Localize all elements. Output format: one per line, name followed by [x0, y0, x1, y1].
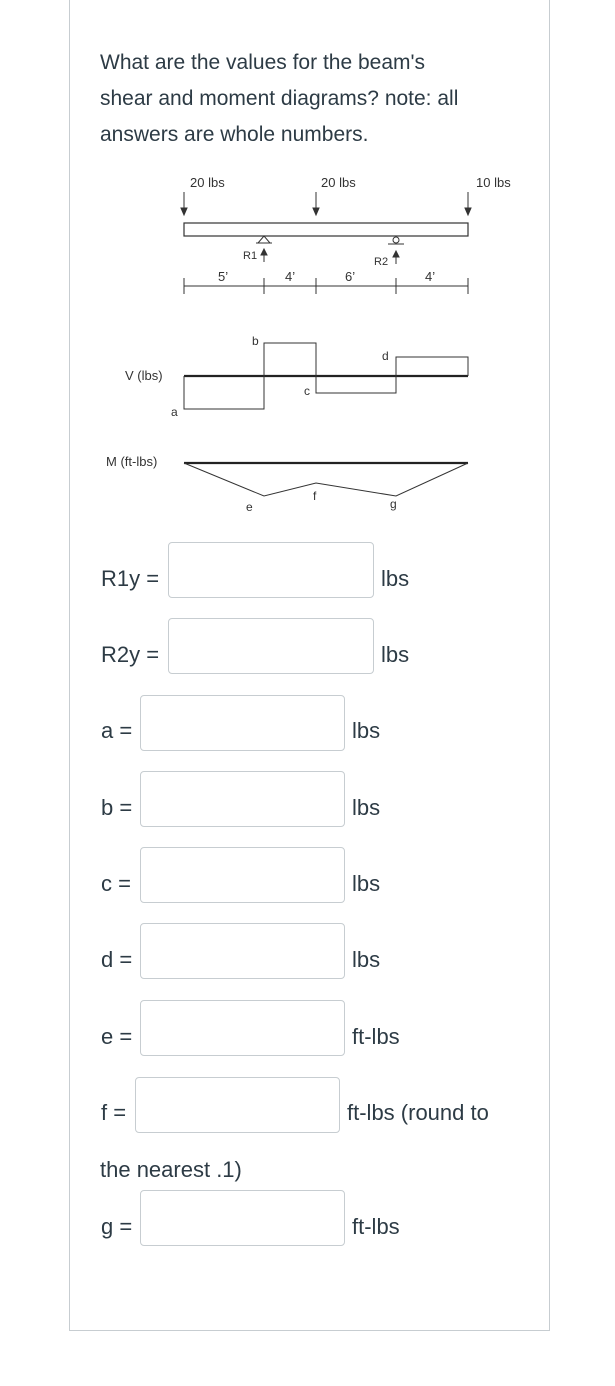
load-label-left: 20 lbs: [190, 175, 225, 190]
e-input[interactable]: [140, 1000, 345, 1056]
r2y-label: R2y =: [101, 642, 160, 667]
b-input[interactable]: [140, 771, 345, 827]
e-unit: ft-lbs: [352, 1024, 400, 1049]
reaction-label-r2: R2: [374, 256, 389, 268]
span-label-1: 5’: [218, 269, 229, 284]
a-unit: lbs: [352, 718, 381, 743]
g-input[interactable]: [140, 1190, 345, 1246]
span-label-3: 6’: [345, 269, 356, 284]
b-label: b =: [101, 795, 133, 820]
load-label-mid: 20 lbs: [321, 175, 356, 190]
span-label-2: 4’: [285, 269, 296, 284]
roller-support: [393, 237, 399, 243]
shear-point-b: b: [252, 334, 259, 348]
beam-diagram: [0, 0, 615, 530]
beam: [184, 223, 468, 236]
moment-point-e: e: [246, 500, 253, 514]
moment-point-g: g: [390, 497, 397, 511]
span-label-4: 4’: [425, 269, 436, 284]
reaction-label-r1: R1: [243, 250, 258, 262]
load-arrows: [181, 192, 471, 215]
a-input[interactable]: [140, 695, 345, 751]
c-unit: lbs: [352, 871, 381, 896]
question-line-2: shear and moment diagrams? note: all: [100, 87, 459, 110]
shear-point-c: c: [304, 384, 310, 398]
load-label-right: 10 lbs: [476, 175, 511, 190]
pin-support: [258, 236, 270, 243]
moment-diagram: [184, 463, 468, 496]
shear-point-a: a: [171, 405, 178, 419]
question-line-3: answers are whole numbers.: [100, 123, 369, 146]
c-label: c =: [101, 871, 131, 896]
f-label: f =: [101, 1100, 127, 1125]
c-input[interactable]: [140, 847, 345, 903]
r2y-input[interactable]: [168, 618, 374, 674]
f-unit-continuation: the nearest .1): [100, 1157, 242, 1182]
r2y-unit: lbs: [381, 642, 410, 667]
d-unit: lbs: [352, 947, 381, 972]
moment-point-f: f: [313, 489, 317, 503]
shear-point-d: d: [382, 349, 389, 363]
b-unit: lbs: [352, 795, 381, 820]
question-line-1: What are the values for the beam's: [100, 51, 426, 74]
d-input[interactable]: [140, 923, 345, 979]
moment-axis-label: M (ft-lbs): [106, 454, 158, 469]
d-label: d =: [101, 947, 133, 972]
a-label: a =: [101, 718, 133, 743]
e-label: e =: [101, 1024, 133, 1049]
f-input[interactable]: [135, 1077, 340, 1133]
g-unit: ft-lbs: [352, 1214, 400, 1239]
r1y-label: R1y =: [101, 566, 160, 591]
r1y-input[interactable]: [168, 542, 374, 598]
shear-axis-label: V (lbs): [125, 368, 163, 383]
f-unit: ft-lbs (round to: [347, 1100, 489, 1125]
r1y-unit: lbs: [381, 566, 410, 591]
g-label: g =: [101, 1214, 133, 1239]
